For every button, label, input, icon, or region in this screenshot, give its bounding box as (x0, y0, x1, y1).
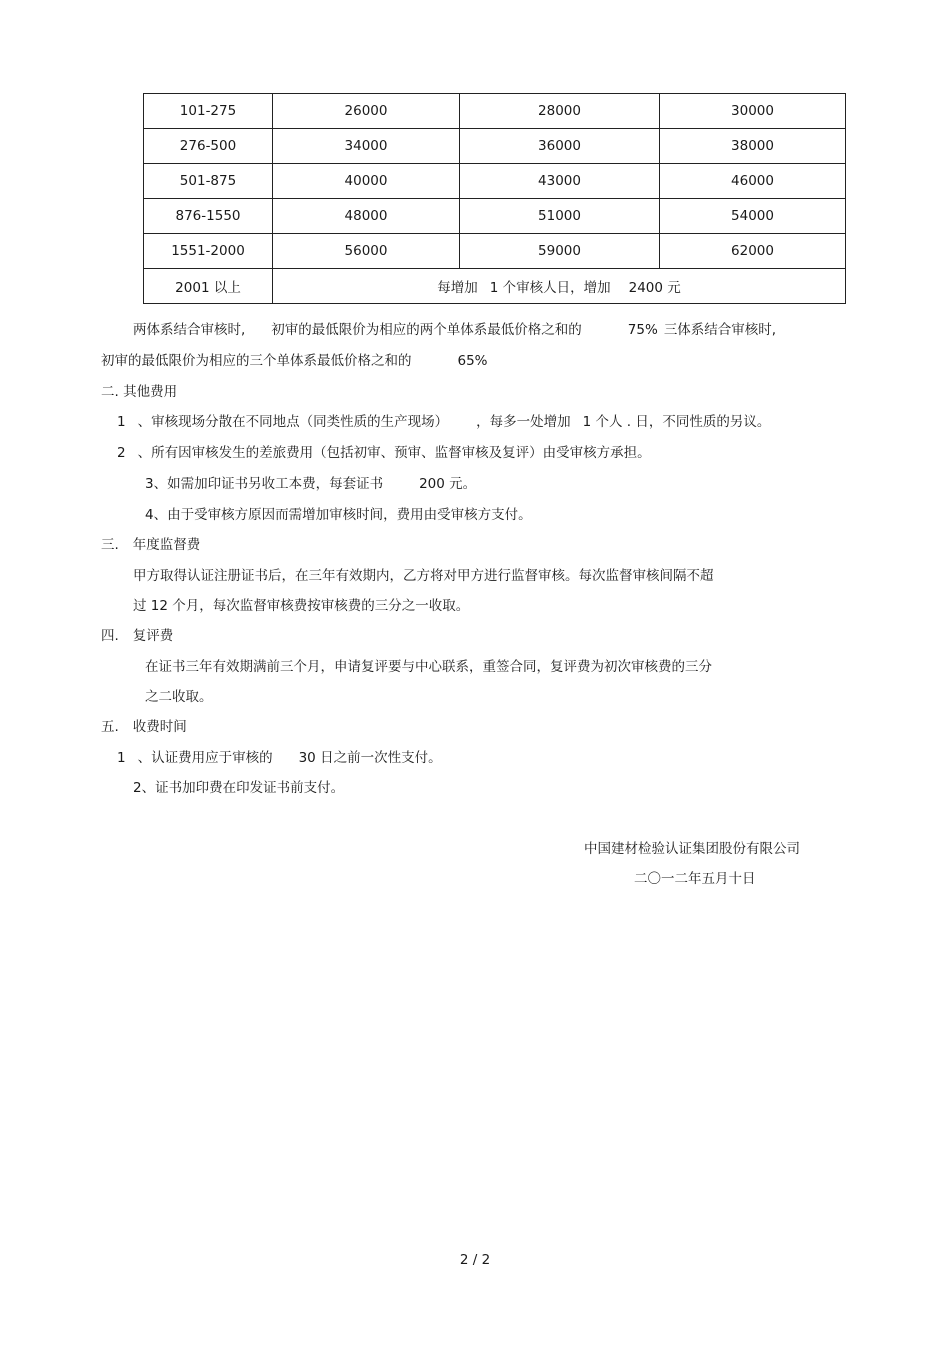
table-cell: 26000 (273, 94, 460, 129)
list-item: 1 、认证费用应于审核的 30 日之前一次性支付。 (117, 750, 442, 766)
paragraph-line: 在证书三年有效期满前三个月，申请复评要与中心联系，重签合同，复评费为初次审核费的三分 (145, 659, 712, 675)
document-date: 二〇一二年五月十日 (634, 871, 756, 887)
table-cell: 30000 (660, 94, 846, 129)
list-item: 2 、所有因审核发生的差旅费用（包括初审、预审、监督审核及复评）由受审核方承担。 (117, 445, 651, 461)
table-cell-note (273, 269, 846, 304)
table-cell: 48000 (273, 199, 460, 234)
table-row (144, 269, 846, 304)
note-text: 1 个审核人日，增加 (489, 280, 611, 296)
list-item: 2、证书加印费在印发证书前支付。 (133, 780, 345, 796)
table-cell: 34000 (273, 129, 460, 164)
table-cell: 1551-2000 (144, 234, 273, 269)
note-text: 2400 元 (628, 280, 681, 296)
table-cell: 36000 (460, 129, 660, 164)
paragraph-line: 之二收取。 (145, 689, 213, 705)
table-cell: 62000 (660, 234, 846, 269)
section-heading: 二. 其他费用 (101, 384, 178, 400)
table-cell: 51000 (460, 199, 660, 234)
page-number: 2 / 2 (459, 1252, 491, 1268)
table-row (144, 234, 846, 269)
section-heading: 三. 年度监督费 (101, 537, 201, 553)
table-cell: 46000 (660, 164, 846, 199)
table-cell: 59000 (460, 234, 660, 269)
list-item: 1 、审核现场分散在不同地点（同类性质的生产现场） ，每多一处增加 1 个人 . 日，不同性质的另议。 (117, 414, 771, 430)
combined-line-1: 两体系结合审核时, 初审的最低限价为相应的两个单体系最低价格之和的 75% 三体系结合审核时, (133, 322, 777, 338)
table-cell: 876-1550 (144, 199, 273, 234)
table-cell: 54000 (660, 199, 846, 234)
table-cell: 43000 (460, 164, 660, 199)
table-cell: 38000 (660, 129, 846, 164)
table-row (144, 94, 846, 129)
company-name: 中国建材检验认证集团股份有限公司 (584, 841, 800, 857)
fee-table (143, 93, 846, 304)
table-cell: 28000 (460, 94, 660, 129)
section-heading: 五. 收费时间 (101, 719, 187, 735)
table-cell: 56000 (273, 234, 460, 269)
table-cell: 40000 (273, 164, 460, 199)
combined-line-2: 初审的最低限价为相应的三个单体系最低价格之和的 65% (101, 353, 488, 369)
section-heading: 四. 复评费 (101, 628, 174, 644)
table-cell: 101-275 (144, 94, 273, 129)
table-row (144, 164, 846, 199)
paragraph-line: 过 12 个月，每次监督审核费按审核费的三分之一收取。 (133, 598, 470, 614)
list-item: 4、由于受审核方原因而需增加审核时间，费用由受审核方支付。 (145, 507, 532, 523)
paragraph-line: 甲方取得认证注册证书后，在三年有效期内，乙方将对甲方进行监督审核。每次监督审核间隔不超 (133, 568, 714, 584)
table-cell: 501-875 (144, 164, 273, 199)
table-row (144, 129, 846, 164)
table-cell: 276-500 (144, 129, 273, 164)
table-cell: 2001 以上 (144, 269, 273, 304)
table-row (144, 199, 846, 234)
list-item: 3、如需加印证书另收工本费，每套证书 200 元。 (145, 476, 477, 492)
note-text: 每增加 (437, 280, 478, 296)
